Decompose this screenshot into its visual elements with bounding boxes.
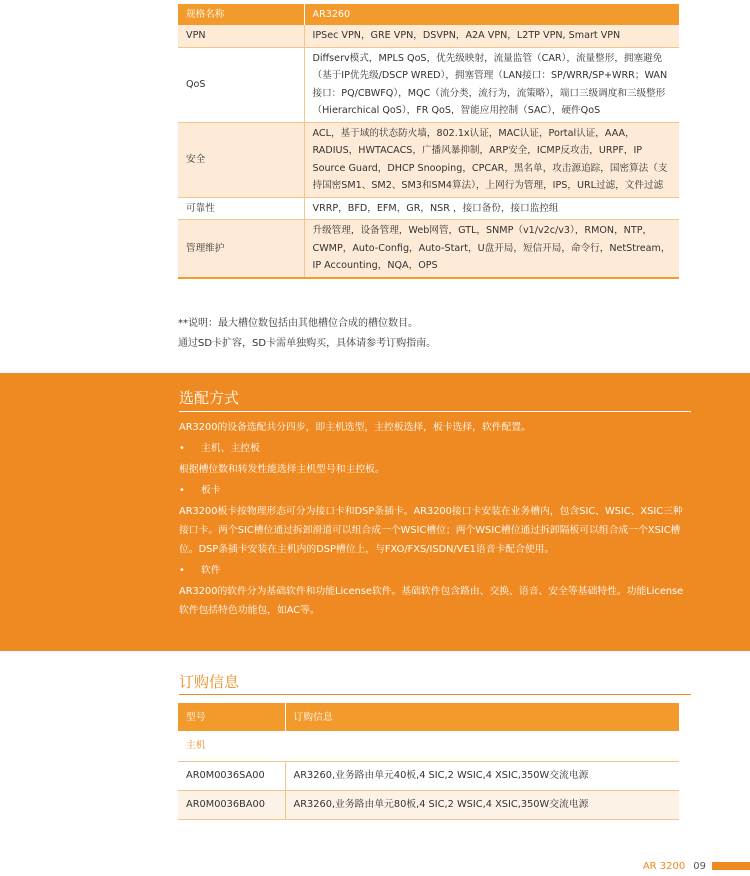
bullet-heading: 主机、主控板 bbox=[201, 443, 260, 454]
spec-row-value: ACL，基于域的状态防火墙，802.1x认证，MAC认证，Portal认证，AAA，RADIUS，HWTACACS，广播风暴抑制，ARP安全，ICMP反攻击，URPF，IP Source Guard，DHCP Snooping，CPCAR，黑名单，攻击源追踪，国密算法（支持国密SM1、SM2、SM3和SM4算法），上网行为管理，IPS，URL过滤，文件过滤 bbox=[304, 122, 679, 197]
spec-row-label: 安全 bbox=[178, 122, 304, 197]
spec-row-value: IPSec VPN，GRE VPN，DSVPN，A2A VPN，L2TP VPN, Smart VPN bbox=[304, 25, 679, 47]
ordering-group-label: 主机 bbox=[178, 731, 679, 761]
ordering-title-rule bbox=[179, 694, 691, 695]
notes bbox=[178, 314, 718, 354]
bullet-text: AR3200的软件分为基础软件和功能License软件。基础软件包含路由、交换、语音、安全等基础特性。功能License软件包括特色功能包，如AC等。 bbox=[179, 586, 684, 616]
ordering-header-model: 型号 bbox=[178, 703, 285, 731]
spec-row-value: VRRP，BFD，EFM，GR，NSR ，接口备份，接口监控组 bbox=[304, 197, 679, 220]
selection-title: 选配方式 bbox=[179, 387, 691, 412]
spec-row-management bbox=[178, 220, 679, 278]
footer-accent-bar bbox=[712, 862, 750, 870]
note-sd-card: 通过SD卡扩容，SD卡需单独购买，具体请参考订购指南。 bbox=[178, 338, 437, 349]
spec-table bbox=[178, 4, 679, 279]
selection-intro: AR3200的设备选配共分四步，即主机选型，主控板选择，板卡选择，软件配置。 bbox=[179, 422, 531, 433]
spec-row-label: 可靠性 bbox=[178, 197, 304, 220]
spec-row-reliability bbox=[178, 197, 679, 220]
ordering-header-info: 订购信息 bbox=[285, 703, 679, 731]
page-number: 09 bbox=[693, 860, 706, 872]
bullet-host bbox=[179, 439, 691, 458]
bullet-text: AR3200板卡按物理形态可分为接口卡和DSP条插卡。AR3200接口卡安装在业务槽内，包含SIC、WSIC、XSIC三种接口卡。两个SIC槽位通过拆卸滑道可以组合成一个WSIC槽位；两个WSIC槽位通过拆卸隔板可以组合成一个XSIC槽位。DSP条插卡安装在主机内的DSP槽位上，与FXO/FXS/ISDN/VE1语音卡配合使用。 bbox=[179, 506, 683, 555]
ordering-model: AR0M0036BA00 bbox=[178, 790, 285, 819]
bullet-heading: 板卡 bbox=[201, 485, 221, 496]
ordering-model: AR0M0036SA00 bbox=[178, 761, 285, 790]
spec-table-header bbox=[178, 4, 679, 25]
spec-row-value: 升级管理，设备管理，Web网管，GTL，SNMP（v1/v2c/v3），RMON，NTP，CWMP，Auto-Config，Auto-Start，U盘开局，短信开局，命令行，NetStream，IP Accounting，NQA，OPS bbox=[304, 220, 679, 278]
spec-header-value: AR3260 bbox=[304, 4, 679, 25]
ordering-table bbox=[178, 703, 679, 820]
bullet-text: 根据槽位数和转发性能选择主机型号和主控板。 bbox=[179, 464, 385, 475]
ordering-info: AR3260,业务路由单元40板,4 SIC,2 WSIC,4 XSIC,350W交流电源 bbox=[285, 761, 679, 790]
bullet-icon: • bbox=[179, 485, 185, 496]
ordering-group-row bbox=[178, 731, 679, 761]
page-footer bbox=[643, 858, 750, 874]
selection-content bbox=[179, 387, 691, 620]
spec-row-security bbox=[178, 122, 679, 197]
footer-brand: AR 3200 bbox=[642, 860, 686, 872]
spec-row-value: Diffserv模式，MPLS QoS，优先级映射，流量监管（CAR），流量整形，拥塞避免（基于IP优先级/DSCP WRED），拥塞管理（LAN接口：SP/WRR/SP+WRR；WAN 接口：PQ/CBWFQ），MQC（流分类，流行为，流策略），端口三级调度和三级整形（Hierarchical QoS），FR QoS，智能应用控制（SAC），硬件QoS bbox=[304, 47, 679, 122]
spec-row-label: VPN bbox=[178, 25, 304, 47]
bullet-software bbox=[179, 561, 691, 580]
spec-row-qos bbox=[178, 47, 679, 122]
bullet-cards bbox=[179, 481, 691, 500]
spec-row-vpn bbox=[178, 25, 679, 47]
bullet-icon: • bbox=[179, 565, 185, 576]
spec-row-label: QoS bbox=[178, 47, 304, 122]
ordering-table-header bbox=[178, 703, 679, 731]
bullet-icon: • bbox=[179, 443, 185, 454]
table-row bbox=[178, 790, 679, 819]
spec-row-label: 管理维护 bbox=[178, 220, 304, 278]
note-slot-count: **说明：最大槽位数包括由其他槽位合成的槽位数目。 bbox=[178, 318, 418, 329]
ordering-title: 订购信息 bbox=[179, 673, 240, 691]
ordering-info: AR3260,业务路由单元80板,4 SIC,2 WSIC,4 XSIC,350W交流电源 bbox=[285, 790, 679, 819]
table-row bbox=[178, 761, 679, 790]
spec-header-label: 规格名称 bbox=[178, 4, 304, 25]
bullet-heading: 软件 bbox=[201, 565, 221, 576]
selection-section bbox=[0, 373, 750, 651]
